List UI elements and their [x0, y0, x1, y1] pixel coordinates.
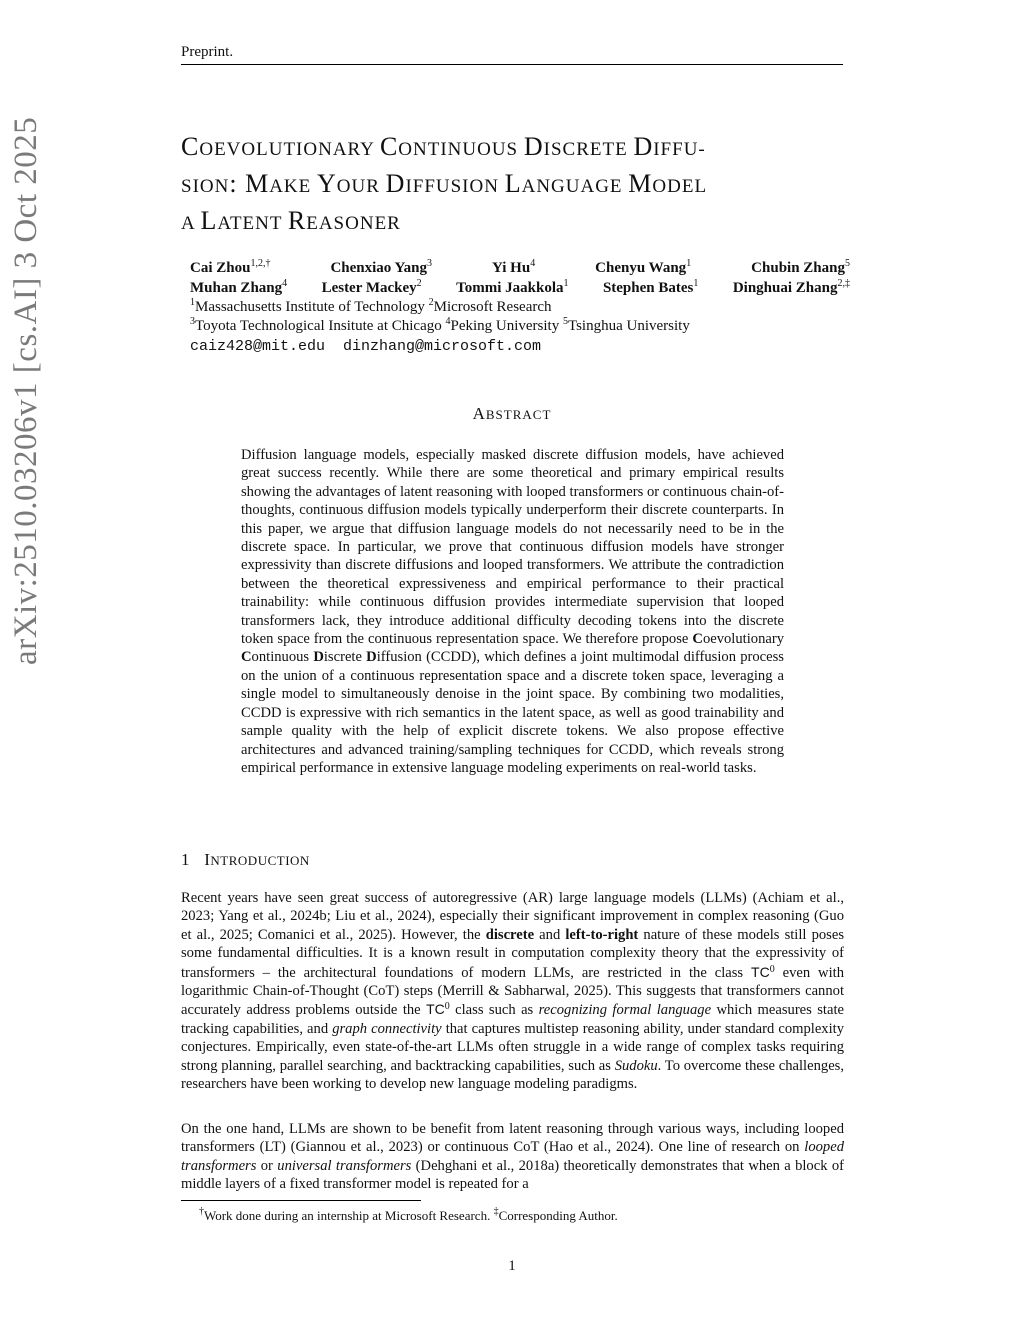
affiliations-line-2: $^3$Toyota Technological Insitute at Chicago $^4$Peking University $^5$Tsinghua University	[190, 316, 690, 334]
intro-paragraph-2: On the one hand, LLMs are shown to be benefit from latent reasoning through various ways, including looped transformers (LT) (Giannou et al., 2023) or continuous CoT (Hao et al., 2024). One line of research on looped transformers or universal transformers (Dehghani et al., 2018a) theoretically demonstrates that when a block of middle layers of a fixed transformer model is repeated for a	[181, 1121, 844, 1193]
author: Cai Zhou$^{1,2,\dagger}$	[190, 258, 271, 276]
author: Yi Hu$^4$	[491, 258, 536, 276]
affiliations-line-1: $^1$Massachusetts Institute of Technology $^2$Microsoft Research	[190, 297, 552, 315]
author-emails: caiz428@mit.edu dinzhang@microsoft.com	[190, 338, 542, 355]
running-header: Preprint.	[181, 44, 234, 60]
author-row-1	[190, 260, 850, 277]
page-number: 1	[508, 1258, 516, 1274]
author: Chubin Zhang$^5$	[751, 258, 850, 276]
title-line-2: SION: MAKE YOUR DIFFUSION LANGUAGE MODEL	[181, 169, 708, 198]
author: Muhan Zhang$^4$	[190, 278, 288, 296]
intro-paragraph-1: Recent years have seen great success of autoregressive (AR) large language models (LLMs) (Achiam et al., 2023; Yang et al., 2024b; Liu et al., 2024), especially their significant improvement in complex reasoning (Guo et al., 2025; Comanici et al., 2025). However, the discrete and left-to-right nature of these models still poses some fundamental difficulties. It is a known result in computation complexity theory that the expressivity of transformers – the architectural foundations of modern LLMs, are restricted in the class $TC^0$ even with logarithmic Chain-of-Thought (CoT) steps (Merrill & Sabharwal, 2025). This suggests that transformers cannot accurately address problems outside the $TC^0$ class such as recognizing formal language which measures state tracking capabilities, and graph connectivity that captures multistep reasoning ability, under standard complexity conjectures. Empirically, even state-of-the-art LLMs often struggle in a wide range of complex tasks requiring strong planning, parallel searching, and backtracking capabilities, such as Sudoku. To overcome these challenges, researchers have been working to develop new language modeling paradigms.	[181, 890, 845, 1093]
author: Dinghuai Zhang$^{2,\ddagger}$	[732, 278, 850, 296]
author: Chenxiao Yang$^3$	[330, 258, 432, 276]
title-line-3: A LATENT REASONER	[181, 206, 401, 235]
paper-title	[181, 130, 851, 241]
header-rule	[181, 64, 843, 65]
author: Tommi Jaakkola$^1$	[456, 278, 569, 296]
footnote: †Work done during an internship at Microsoft Research. ‡Corresponding Author.	[199, 1206, 618, 1223]
author: Lester Mackey$^2$	[321, 278, 422, 296]
abstract-body: Diffusion language models, especially masked discrete diffusion models, have achieved great success recently. While there are some theoretical and primary empirical results showing the advantages of latent reasoning with looped transformers or continuous chain-of-thoughts, continuous diffusion models typically underperform their discrete counterparts. In this paper, we argue that diffusion language models do not necessarily need to be in the discrete space. In particular, we prove that continuous diffusion models have stronger expressivity than discrete diffusions and looped transformers. We attribute the contradiction between the theoretical expressiveness and empirical performance to their practical trainability: while continuous diffusion provides intermediate supervision that looped transformers lack, they introduce additional difficulty decoding tokens into the discrete token space from the continuous representation space. We therefore propose Coevolutionary Continuous Discrete Diffusion (CCDD), which defines a joint multimodal diffusion process on the union of a continuous representation space and a discrete token space, leveraging a single model to simultaneously denoise in the joint space. By combining two modalities, CCDD is expressive with rich semantics in the latent space, as well as good trainability and sample quality with the help of explicit discrete tokens. We also propose effective architectures and advanced training/sampling techniques for CCDD, which reveals strong empirical performance in extensive language modeling experiments on real-world tasks.	[241, 447, 784, 776]
title-line-1: COEVOLUTIONARY CONTINUOUS DISCRETE DIFFU-	[181, 132, 706, 161]
author: Stephen Bates$^1$	[602, 278, 699, 296]
author-row-2	[190, 280, 850, 297]
section-heading-introduction: 1 INTRODUCTION	[181, 850, 310, 869]
abstract-heading: ABSTRACT	[472, 404, 552, 423]
arxiv-stamp: arXiv:2510.03206v1 [cs.AI] 3 Oct 2025	[8, 116, 44, 665]
footnote-rule	[181, 1200, 421, 1201]
author: Chenyu Wang$^1$	[595, 258, 692, 276]
